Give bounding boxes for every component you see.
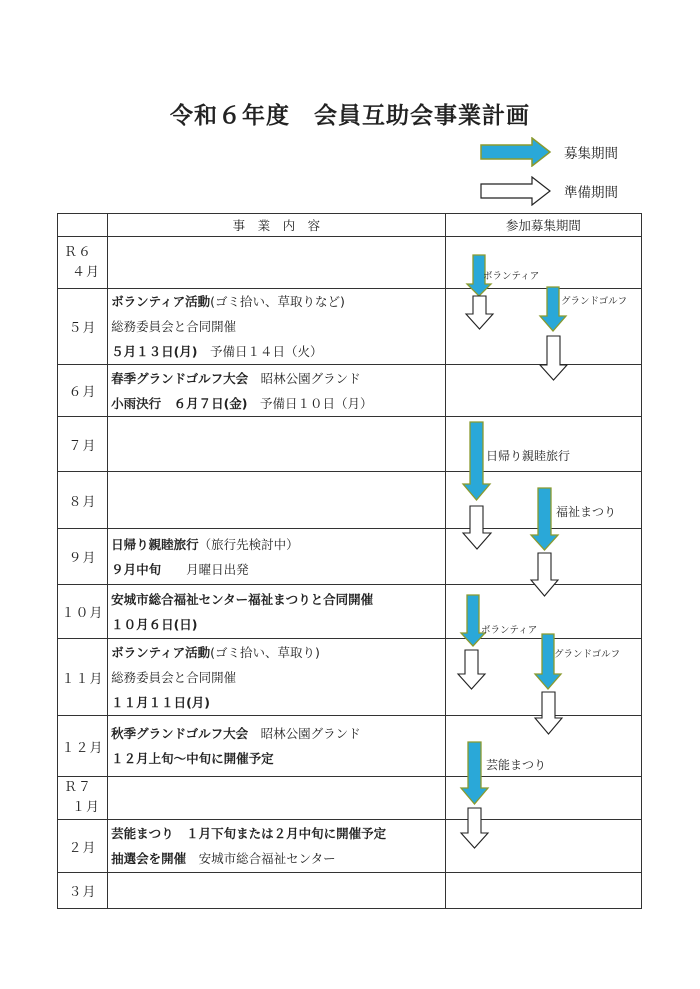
event-date: １０月６日(日)	[111, 616, 198, 632]
event-date: ９月中旬	[111, 561, 162, 577]
event-note: 予備日１０日（月）	[247, 395, 373, 411]
event-name: 安城市総合福祉センター福祉まつりと合同開催	[111, 591, 374, 607]
event-name: 抽選会を開催	[111, 851, 187, 866]
event-note: 総務委員会と合同開催	[111, 669, 237, 685]
event-name: 芸能まつり １月下旬または２月中旬に開催予定	[111, 826, 387, 841]
label-groundgolf-autumn: グランドゴルフ	[554, 649, 621, 660]
groundgolf-spring-prep-arrow	[540, 336, 567, 380]
label-groundgolf-spring: グランドゴルフ	[561, 296, 628, 307]
label-volunteer-spring: ボランティア	[483, 271, 540, 282]
event-note: 安城市総合福祉センター	[186, 851, 336, 866]
welfare-festival-recruit-arrow	[531, 488, 558, 550]
event-name: 秋季グランドゴルフ大会	[111, 726, 249, 741]
month-cell: １２月	[58, 716, 108, 777]
era-label: Ｒ７	[64, 780, 93, 795]
event-note: 月曜日出発	[161, 561, 249, 577]
event-name: 春季グランドゴルフ大会	[111, 370, 249, 386]
month-cell: ５月	[58, 289, 108, 365]
groundgolf-autumn-prep-arrow	[535, 692, 562, 734]
event-date: １１月１１日(月)	[111, 694, 211, 710]
event-note: 昭林公園グランド	[248, 726, 361, 741]
volunteer-autumn-prep-arrow	[458, 650, 485, 689]
event-note: (ゴミ拾い、草取りなど)	[210, 294, 345, 309]
event-note: (ゴミ拾い、草取り)	[210, 644, 320, 660]
event-name: 日帰り親睦旅行	[111, 536, 199, 552]
page-title: 令和６年度 会員互助会事業計画	[170, 103, 530, 129]
event-note: （旅行先検討中）	[198, 536, 299, 552]
arts-festival-recruit-arrow	[461, 742, 488, 804]
event-note: 総務委員会と合同開催	[111, 319, 237, 334]
header-content: 事 業 内 容	[108, 214, 446, 237]
arts-festival-prep-arrow	[461, 808, 488, 848]
event-name: ボランティア活動	[111, 294, 211, 309]
legend-prep-label: 準備期間	[564, 185, 618, 201]
month-cell: ９月	[58, 529, 108, 585]
welfare-festival-prep-arrow	[531, 553, 558, 596]
label-arts-festival: 芸能まつり	[486, 758, 547, 772]
month-cell: ３月	[58, 873, 108, 909]
month-cell: ２月	[58, 820, 108, 873]
event-note: 予備日１４日（火）	[197, 344, 323, 359]
month-label: ４月	[72, 264, 101, 280]
month-cell: ８月	[58, 472, 108, 529]
event-note: 昭林公園グランド	[248, 370, 361, 386]
daytrip-prep-arrow	[463, 506, 491, 549]
volunteer-spring-prep-arrow	[466, 296, 493, 329]
event-name: ボランティア活動	[111, 644, 211, 660]
event-date: １２月上旬～中旬に開催予定	[111, 751, 274, 766]
label-daytrip: 日帰り親睦旅行	[486, 449, 571, 463]
legend-recruit-label: 募集期間	[564, 146, 618, 162]
month-cell: １０月	[58, 585, 108, 639]
groundgolf-autumn-recruit-arrow	[535, 634, 561, 689]
era-label: Ｒ６	[64, 244, 93, 260]
volunteer-autumn-recruit-arrow	[461, 595, 485, 646]
header-period: 参加募集期間	[445, 214, 641, 237]
month-label: １月	[72, 800, 101, 815]
month-cell: ６月	[58, 365, 108, 417]
label-welfare-festival: 福祉まつり	[556, 505, 617, 519]
event-date: 小雨決行 ６月７日(金)	[111, 395, 248, 411]
month-cell: １１月	[58, 639, 108, 716]
label-volunteer-autumn: ボランティア	[481, 625, 538, 636]
event-date: ５月１３日(月)	[111, 344, 198, 359]
month-cell: ７月	[58, 417, 108, 472]
